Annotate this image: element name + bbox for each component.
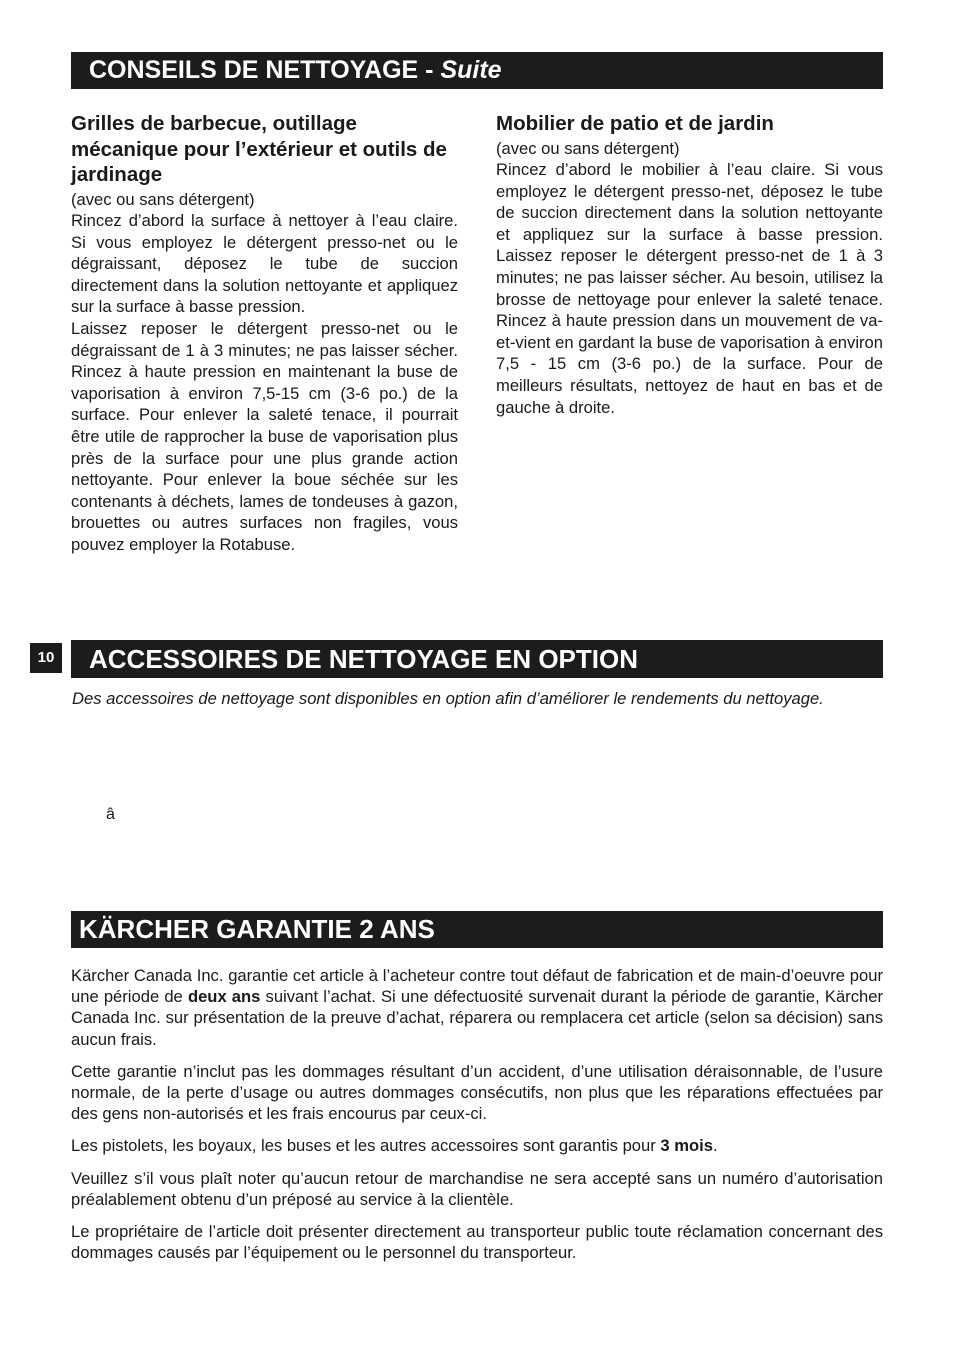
section-title: ACCESSOIRES DE NETTOYAGE EN OPTION — [89, 644, 638, 674]
left-column-paragraph-2: Laissez reposer le détergent presso-net ou le dégraissant de 1 à 3 minutes; ne pas laisser sécher. Rincez à haute pression en maintenant la buse de vaporisation à environ 7,5-15 cm (3-6 po.) de la surface. Pour enlever la saleté tenace, il pourrait être utile de rapprocher la buse de vaporisation plus près de la surface pour une plus grande action nettoyante. Pour enlever la boue séchée sur les contenants à déchets, lames de tondeuses à gazon, brouettes ou autres surfaces non fragiles, vous pouvez employer la Rotabuse. — [71, 319, 458, 554]
bold-text: 3 mois — [660, 1136, 713, 1156]
warranty-paragraph-3 — [71, 1135, 883, 1156]
section-title: CONSEILS DE NETTOYAGE - — [89, 56, 441, 84]
bold-text: deux ans — [187, 987, 261, 1007]
page-number: 10 — [30, 643, 62, 673]
text-run: Kärcher Canada Inc. garantie cet article à l’acheteur contre tout défaut de fabrication et de main-d’oeuvre pour une période de — [71, 966, 883, 1007]
warranty-paragraph-4: Veuillez s’il vous plaît noter qu’aucun retour de marchandise ne sera accepté sans un numéro d’autorisation préalablement obtenu d’un préposé au service à la clientèle. — [71, 1168, 883, 1209]
right-column-subheading: (avec ou sans détergent) — [496, 138, 680, 158]
left-column — [71, 111, 458, 556]
left-column-heading: Grilles de barbecue, outillage mécanique pour l’extérieur et outils de jardinage — [71, 112, 447, 186]
section-header-accessoires — [71, 640, 883, 678]
right-column-paragraph-1: Rincez d’abord le mobilier à l’eau claire. Si vous employez le détergent presso-net, déposez le tube de succion directement dans la solution nettoyante et appliquez sur la surface à basse pression. Laissez reposer le détergent presso-net de 1 à 3 minutes; ne pas laisser sécher. Au besoin, utilisez la brosse de nettoyage pour enlever la saleté tenace. Rincez à haute pression dans un mouvement de va-et-vient en gardant la buse de vaporisation à environ 7,5 - 15 cm (3-6 po.) de la surface. Pour de meilleurs résultats, nettoyez de haut en bas et de gauche à droite. — [496, 160, 883, 417]
left-column-subheading: (avec ou sans détergent) — [71, 189, 255, 209]
text-run: suivant l’achat. Si une défectuosité survenait durant la période de garantie, Kärcher Canada Inc. sur présentation de la preuve d’achat, réparera ou remplacera cet article (selon sa décision) sans aucun frais. — [71, 987, 883, 1049]
left-column-paragraph-1: Rincez d’abord la surface à nettoyer à l’eau claire. Si vous employez le détergent presso-net ou le dégraissant, déposez le tube de succion directement dans la solution nettoyante et appliquez sur la surface à basse pression. — [71, 211, 458, 317]
section-title-suffix: Suite — [440, 56, 502, 84]
accessories-intro: Des accessoires de nettoyage sont disponibles en option afin d’améliorer le rendements du nettoyage. — [72, 689, 824, 708]
stray-character: â — [106, 806, 115, 823]
warranty-paragraph-2: Cette garantie n’inclut pas les dommages résultant d’un accident, d’une utilisation déraisonnable, de l’usure normale, de la perte d’usage ou autres dommages consécutifs, non plus que les réparations effectuées par des gens non-autorisés et les frais encourus par ceux-ci. — [71, 1061, 883, 1124]
section-header-garantie — [71, 911, 883, 948]
text-run: . — [712, 1136, 718, 1156]
section-title: KÄRCHER GARANTIE 2 ANS — [79, 914, 435, 944]
text-run: Les pistolets, les boyaux, les buses et les autres accessoires sont garantis pour — [71, 1136, 661, 1156]
section-header-conseils — [71, 52, 883, 89]
warranty-paragraph-1 — [71, 965, 883, 1050]
right-column — [496, 111, 883, 418]
warranty-text — [71, 965, 883, 1274]
warranty-paragraph-5: Le propriétaire de l’article doit présenter directement au transporteur public toute réclamation concernant des dommages causés par l’équipement ou le personnel du transporteur. — [71, 1222, 883, 1263]
right-column-heading: Mobilier de patio et de jardin — [496, 112, 774, 135]
